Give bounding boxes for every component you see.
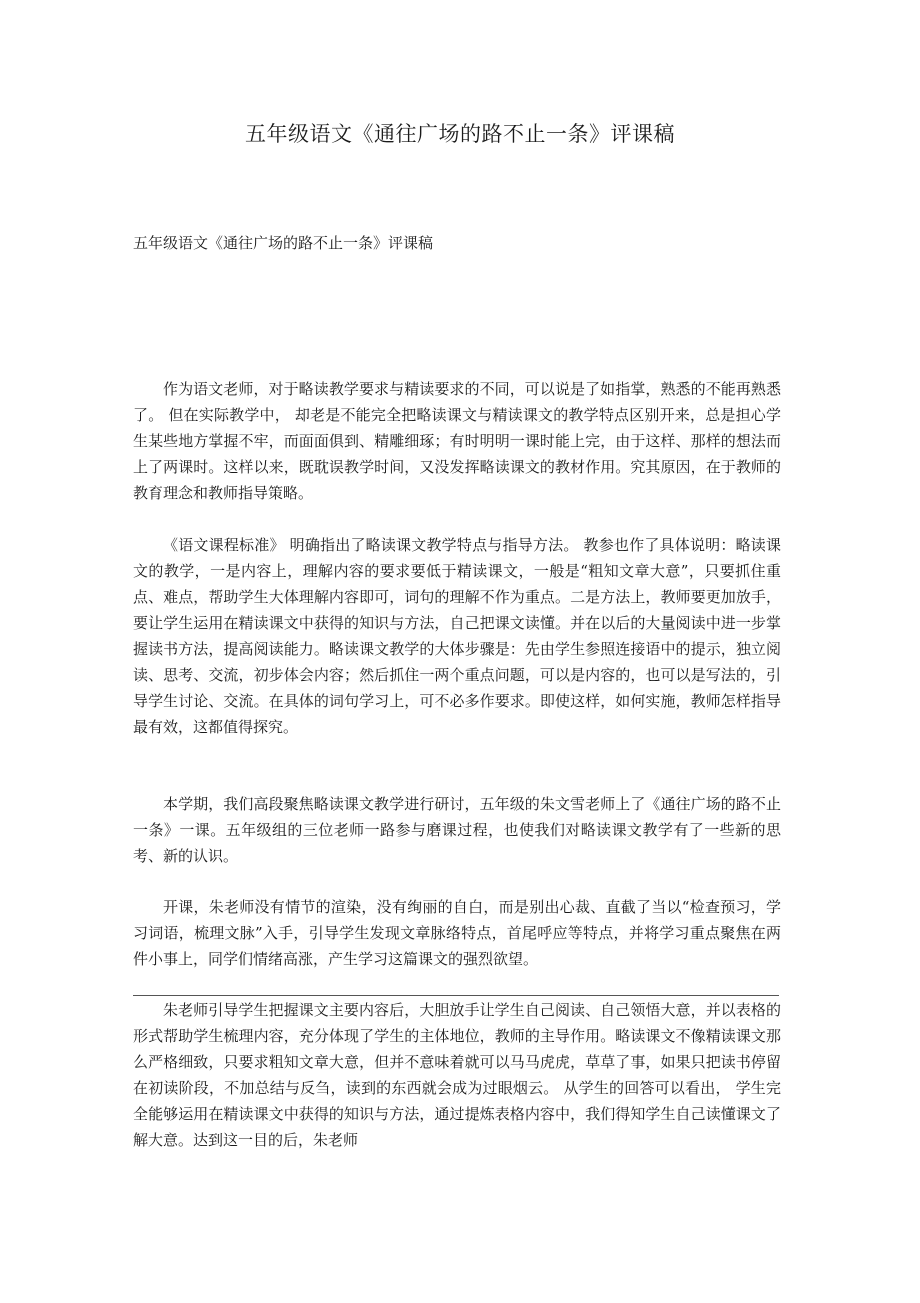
paragraph-3: 本学期，我们高段聚焦略读课文教学进行研讨，五年级的朱文雪老师上了《通往广场的路不止一条》一课。五年级组的三位老师一路参与磨课过程，也使我们对略读课文教学有了一些新的思考、新的认识。 xyxy=(133,795,781,865)
paragraph-1: 作为语文老师，对于略读教学要求与精读要求的不同，可以说是了如指掌，熟悉的不能再熟悉了。 但在实际教学中， 却老是不能完全把略读课文与精读课文的教学特点区别开来，总是担心学生某些地方掌握不牢，而面面俱到、精雕细琢；有时明明一课时能上完，由于这样、那样的想法而上了两课时。这样以来，既耽误教学时间，又没发挥略读课文的教材作用。究其原因，在于教师的教育理念和教师指导策略。 xyxy=(133,380,781,502)
document-subtitle: 五年级语文《通往广场的路不止一条》评课稿 xyxy=(133,234,434,252)
section-divider xyxy=(133,995,779,996)
paragraph-5: 朱老师引导学生把握课文主要内容后，大胆放手让学生自己阅读、自己领悟大意，并以表格的形式帮助学生梳理内容，充分体现了学生的主体地位，教师的主导作用。略读课文不像精读课文那么严格细致，只要求粗知文章大意，但并不意味着就可以马马虎虎，草草了事，如果只把读书停留在初读阶段，不加总结与反刍，读到的东西就会成为过眼烟云。 从学生的回答可以看出， 学生完全能够运用在精读课文中获得的知识与方法，通过提炼表格内容中，我们得知学生自己读懂课文了解大意。达到这一目的后，朱老师 xyxy=(133,1001,781,1149)
paragraph-2: 《语文课程标准》 明确指出了略读课文教学特点与指导方法。 教参也作了具体说明：略读课文的教学，一是内容上，理解内容的要求要低于精读课文，一般是“粗知文章大意”，只要抓住重点、难点，帮助学生大体理解内容即可，词句的理解不作为重点。二是方法上，教师要更加放手，要让学生运用在精读课文中获得的知识与方法，自己把课文读懂。并在以后的大量阅读中进一步掌握读书方法，提高阅读能力。略读课文教学的大体步骤是：先由学生参照连接语中的提示，独立阅读、思考、交流，初步体会内容；然后抓住一两个重点问题，可以是内容的，也可以是写法的，引导学生讨论、交流。在具体的词句学习上，可不必多作要求。即使这样，如何实施，教师怎样指导最有效，这都值得探究。 xyxy=(133,536,781,736)
document-title: 五年级语文《通往广场的路不止一条》评课稿 xyxy=(245,122,675,146)
paragraph-4: 开课，朱老师没有情节的渲染，没有绚丽的自白，而是别出心裁、直截了当以“检查预习，学习词语，梳理文脉”入手，引导学生发现文章脉络特点，首尾呼应等特点，并将学习重点聚焦在两件小事上，同学们情绪高涨，产生学习这篇课文的强烈欲望。 xyxy=(133,898,781,968)
